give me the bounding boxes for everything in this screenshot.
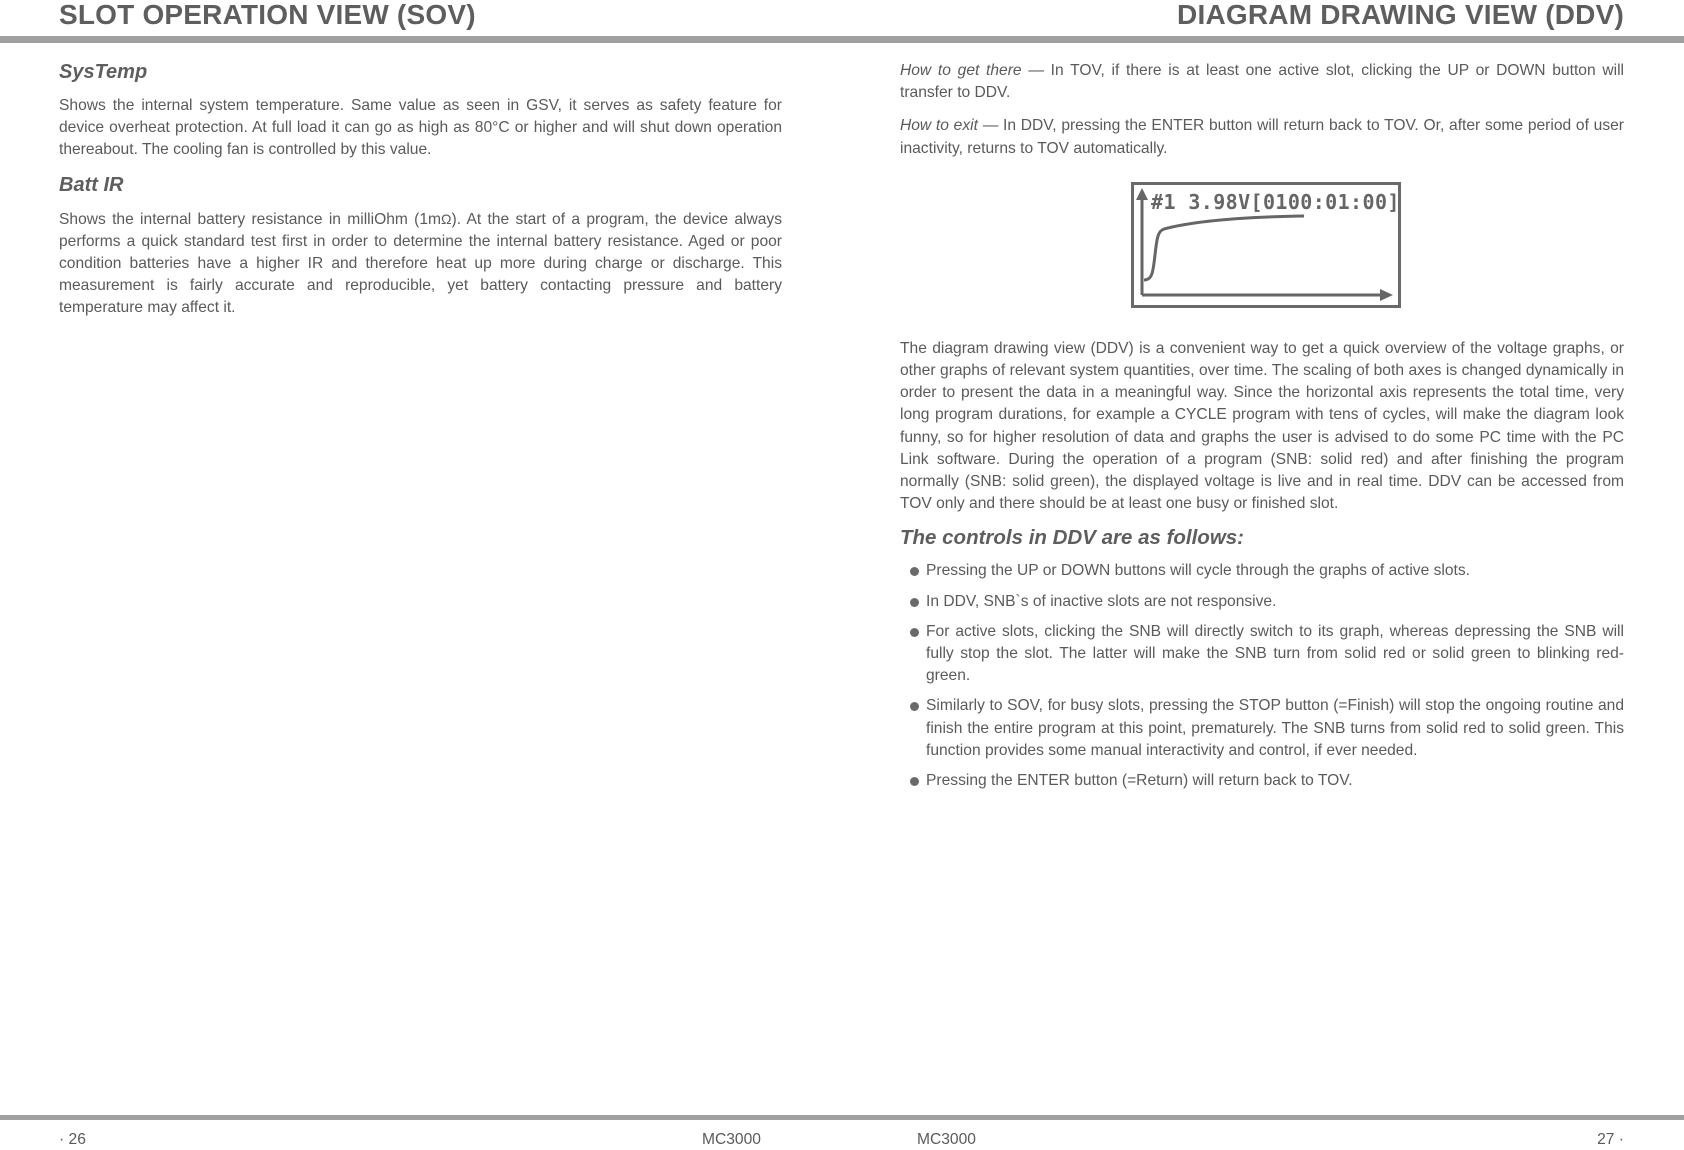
header-divider (0, 36, 1684, 43)
x-axis-arrow-icon (1380, 289, 1393, 301)
list-item (900, 695, 1624, 762)
bullet-icon (910, 628, 919, 637)
bullet-icon (910, 598, 919, 607)
bullet-icon (910, 777, 919, 786)
controls-list (900, 560, 1624, 792)
page-number-left: · 26 (59, 1131, 86, 1148)
list-item-text: Similarly to SOV, for busy slots, pressing the STOP button (=Finish) will stop the ongoing routine and finish the entire program at this point, prematurely. The SNB turns from solid red to solid green. This function provides some manual interactivity and control, if ever needed. (926, 697, 1624, 759)
footer-divider (0, 1115, 1684, 1120)
y-axis-arrow-icon (1136, 188, 1148, 200)
how-to-get-there (900, 60, 1624, 104)
ddv-description: The diagram drawing view (DDV) is a convenient way to get a quick overview of the voltage graphs, or other graphs of relevant system quantities, over time. The scaling of both axes is changed dynamically in order to present the data in a meaningful way. Since the horizontal axis represents the total time, very long program durations, for example a CYCLE program with tens of cycles, will make the diagram look funny, so for higher resolution of data and graphs the user is advised to do some PC time with the PC Link software. During the operation of a program (SNB: solid red) and after finishing the program normally (SNB: solid green), the displayed voltage is live and in real time. DDV can be accessed from TOV only and there should be at least one busy or finished slot. (900, 339, 1624, 513)
voltage-curve (1144, 216, 1304, 280)
ddv-lcd-illustration (900, 182, 1624, 314)
systemp-paragraph: Shows the internal system temperature. Same value as seen in GSV, it serves as safety feature for device overheat protection. At full load it can go as high as 80°C or higher and will shut down operation thereabout. The cooling fan is controlled by this value. (59, 97, 782, 159)
page-number-right: 27 · (1597, 1131, 1624, 1148)
how-to-exit-text: — In DDV, pressing the ENTER button will return back to TOV. Or, after some period of user inactivity, returns to TOV automatically. (900, 117, 1624, 157)
how-to-get-there-text: — In TOV, if there is at least one active slot, clicking the UP or DOWN button will transfer to DDV. (900, 62, 1624, 102)
list-item-text: For active slots, clicking the SNB will directly switch to its graph, whereas depressing the SNB will fully stop the slot. The latter will make the SNB turn from solid red or solid green to blinking red-green. (926, 622, 1624, 685)
list-item-text: Pressing the ENTER button (=Return) will return back to TOV. (926, 772, 1353, 790)
systemp-heading: SysTemp (59, 61, 148, 83)
how-to-get-there-label: How to get there (900, 62, 1022, 79)
page-title-right: DIAGRAM DRAWING VIEW (DDV) (1177, 0, 1624, 30)
list-item (900, 621, 1624, 688)
lcd-readout: #1 3.98V[0100:01:00] (1151, 189, 1400, 214)
how-to-exit-label: How to exit (900, 117, 978, 135)
controls-heading: The controls in DDV are as follows: (900, 526, 1245, 550)
page-title-left: SLOT OPERATION VIEW (SOV) (59, 0, 476, 30)
battir-paragraph (59, 208, 782, 320)
list-item (900, 591, 1624, 613)
lcd-screen (1131, 182, 1401, 308)
bullet-icon (910, 567, 919, 576)
how-to-exit (900, 115, 1624, 159)
left-page-content (59, 60, 782, 331)
battir-text-end: ). At the start of a program, the device always performs a quick standard test first in order to determine the internal battery resistance. Aged or poor condition batteries have a higher IR and therefore heat up more during charge or discharge. This measurement is fairly accurate and reproducible, yet battery contacting pressure and battery temperature may affect it. (59, 210, 783, 317)
battir-text-start: Shows the internal battery resistance in milliOhm (1m (59, 210, 442, 228)
ohm-symbol: Ω (441, 210, 452, 227)
model-name-left: MC3000 (702, 1131, 761, 1148)
model-name-right: MC3000 (917, 1131, 976, 1148)
list-item (900, 560, 1624, 582)
list-item-text: Pressing the UP or DOWN buttons will cycle through the graphs of active slots. (926, 562, 1470, 580)
battir-heading: Batt IR (59, 173, 124, 196)
bullet-icon (910, 702, 919, 711)
list-item-text: In DDV, SNB`s of inactive slots are not responsive. (926, 592, 1277, 610)
list-item (900, 770, 1624, 792)
right-page-content (900, 60, 1624, 800)
